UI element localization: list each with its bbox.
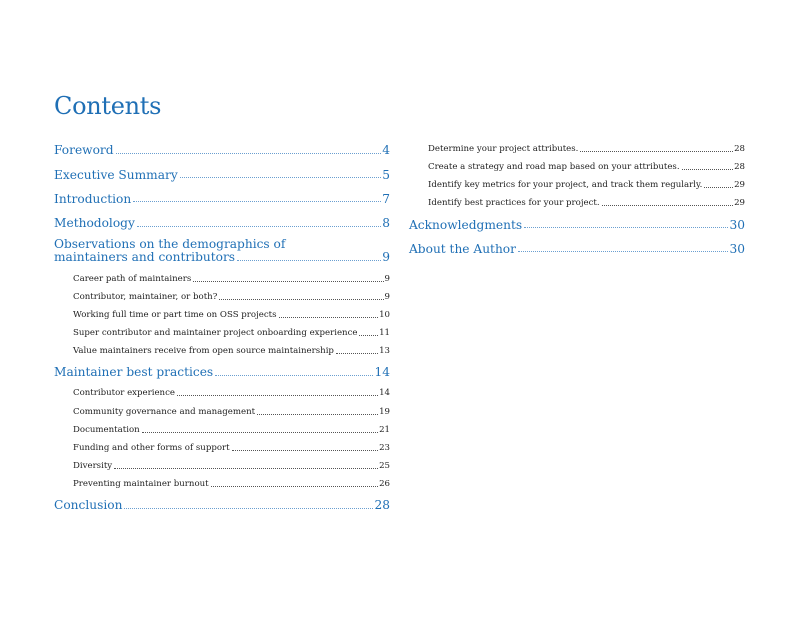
toc-entry-governance[interactable] [54,403,390,421]
toc-page-number: 28 [734,162,745,173]
toc-entry-label: Determine your project attributes. [428,144,579,155]
dot-leader [116,153,382,154]
toc-page-number: 14 [374,365,390,380]
toc-page-number: 8 [382,216,390,231]
toc-page-number: 5 [382,167,390,182]
toc-entry-key-metrics[interactable] [409,176,745,194]
dot-leader [279,317,379,318]
toc-page-number: 19 [379,406,390,417]
toc-page-number: 28 [374,498,390,513]
dot-leader [257,414,378,415]
page-title: Contents [54,92,162,120]
toc-page-number: 14 [379,388,390,399]
dot-leader [180,177,382,178]
toc-page-number: 10 [379,309,390,320]
dot-leader [211,486,378,487]
toc-entry-funding[interactable] [54,439,390,457]
toc-entry-career-path[interactable] [54,270,390,288]
toc-page-number: 23 [379,442,390,453]
toc-entry-label: Contributor experience [73,388,175,399]
dot-leader [518,251,729,252]
toc-entry-project-attributes[interactable] [409,140,745,158]
toc-entry-label: Create a strategy and road map based on your attributes. [428,162,680,173]
toc-entry-label: Documentation [73,424,140,435]
toc-entry-label: Methodology [54,216,135,231]
dot-leader [682,169,733,170]
toc-entry-label: Career path of maintainers [73,273,192,284]
toc-entry-label: Super contributor and maintainer project onboarding experience [73,327,358,338]
toc-entry-contributor-experience[interactable] [54,384,390,402]
toc-entry-contributor-maintainer[interactable] [54,288,390,306]
toc-entry-methodology[interactable] [54,211,390,235]
dot-leader [359,335,378,336]
toc-entry-value-maintainers[interactable] [54,342,390,360]
dot-leader [602,205,733,206]
toc-entry-executive-summary[interactable] [54,162,390,186]
dot-leader [114,468,378,469]
toc-entry-about-author[interactable] [409,237,745,261]
toc-entry-best-practices[interactable] [54,360,390,384]
toc-entry-acknowledgments[interactable] [409,212,745,236]
toc-right-column [409,140,745,261]
toc-entry-label: Maintainer best practices [54,365,214,380]
dot-leader [215,375,373,376]
toc-page-number: 11 [379,327,390,338]
toc-page-number: 29 [734,180,745,191]
toc-entry-label: About the Author [409,241,516,256]
toc-entry-burnout[interactable] [54,475,390,493]
toc-entry-conclusion[interactable] [54,493,390,517]
dot-leader [580,151,733,152]
toc-page-number: 9 [384,273,390,284]
toc-entry-label: Executive Summary [54,167,178,182]
dot-leader [232,450,379,451]
toc-page-number: 25 [379,460,390,471]
toc-page-number: 29 [734,198,745,209]
toc-entry-label: Funding and other forms of support [73,442,230,453]
toc-entry-onboarding[interactable] [54,324,390,342]
toc-entry-label: Diversity [73,460,113,471]
dot-leader [133,201,381,202]
toc-entry-documentation[interactable] [54,421,390,439]
dot-leader [704,187,733,188]
toc-page-number: 4 [382,143,390,158]
dot-leader [124,508,373,509]
toc-entry-label: Conclusion [54,498,123,513]
toc-entry-strategy-road-map[interactable] [409,158,745,176]
dot-leader [142,432,378,433]
toc-page-number: 21 [379,424,390,435]
toc-page-number: 30 [729,217,745,232]
toc-page-number: 7 [382,191,390,206]
toc-entry-label: Foreword [54,143,114,158]
toc-entry-label: Observations on the demographics of [54,236,286,251]
toc-entry-observations[interactable] [54,238,390,264]
dot-leader [137,226,381,227]
toc-entry-identify-best-practices[interactable] [409,194,745,212]
toc-entry-working-full-time[interactable] [54,306,390,324]
toc-entry-label: Preventing maintainer burnout [73,478,209,489]
dot-leader [524,227,728,228]
toc-entry-introduction[interactable] [54,187,390,211]
toc-entry-label-continued: maintainers and contributors [54,249,236,264]
toc-entry-label: Identify key metrics for your project, and track them regularly. [428,180,703,191]
toc-page-number: 28 [734,144,745,155]
dot-leader [177,395,378,396]
toc-entry-label: Introduction [54,191,132,206]
toc-left-column [54,138,390,517]
dot-leader [237,260,381,261]
toc-page-number: 13 [379,345,390,356]
toc-page-number: 30 [729,241,745,256]
toc-entry-label: Working full time or part time on OSS projects [73,309,277,320]
toc-page-number: 26 [379,478,390,489]
dot-leader [336,353,378,354]
dot-leader [219,299,383,300]
toc-entry-diversity[interactable] [54,457,390,475]
toc-entry-label: Value maintainers receive from open source maintainership [73,345,334,356]
toc-page-number: 9 [382,249,390,264]
toc-entry-label: Contributor, maintainer, or both? [73,291,218,302]
toc-entry-label: Community governance and management [73,406,256,417]
toc-page-number: 9 [384,291,390,302]
dot-leader [193,281,383,282]
toc-entry-label: Acknowledgments [409,217,523,232]
toc-entry-foreword[interactable] [54,138,390,162]
toc-entry-label: Identify best practices for your project. [428,198,600,209]
